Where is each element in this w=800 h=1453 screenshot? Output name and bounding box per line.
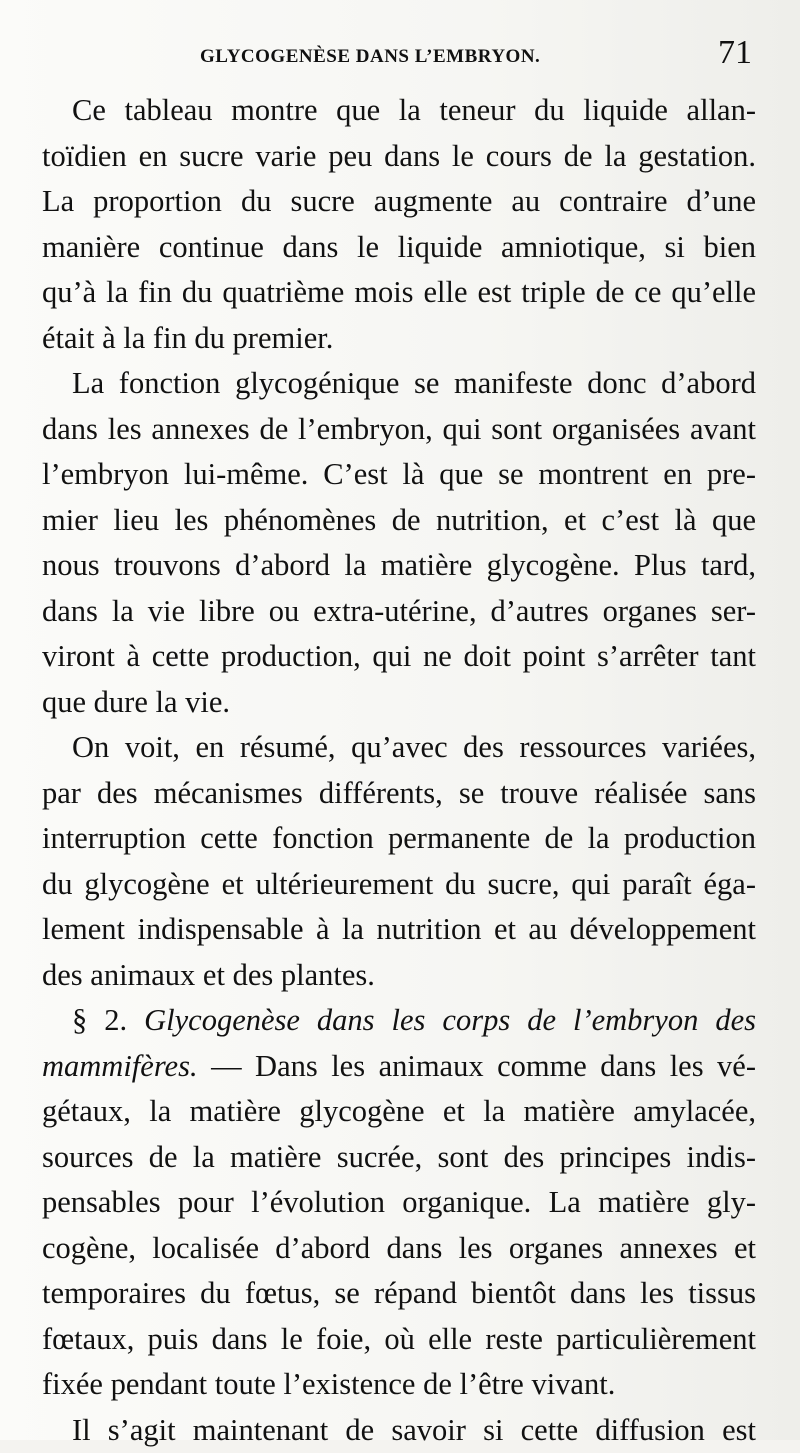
section-heading-line: [42, 998, 756, 1044]
text-line: viront à cette production, qui ne doit point s’arrêter tant: [42, 634, 756, 680]
text-line: gétaux, la matière glycogène et la matière amylacée,: [42, 1089, 756, 1135]
text-line: qu’à la fin du quatrième mois elle est triple de ce qu’elle: [42, 270, 756, 316]
paragraph-1: [42, 88, 756, 361]
text-line: Il s’agit maintenant de savoir si cette diffusion est: [42, 1408, 756, 1453]
section-text: — Dans les animaux comme dans les vé-: [198, 1049, 756, 1083]
text-line: par des mécanismes différents, se trouve réalisée sans: [42, 771, 756, 817]
text-line: La fonction glycogénique se manifeste donc d’abord: [42, 361, 756, 407]
paragraph-3: [42, 725, 756, 998]
text-line: La proportion du sucre augmente au contraire d’une: [42, 179, 756, 225]
text-line: dans la vie libre ou extra-utérine, d’autres organes ser-: [42, 589, 756, 635]
text-line: lement indispensable à la nutrition et au développement: [42, 907, 756, 953]
text-line: des animaux et des plantes.: [42, 953, 756, 999]
paragraph-2: [42, 361, 756, 725]
running-title: GLYCOGENÈSE DANS L’EMBRYON.: [200, 46, 540, 68]
text-line: que dure la vie.: [42, 680, 756, 726]
text-line: temporaires du fœtus, se répand bientôt dans les tissus: [42, 1271, 756, 1317]
text-line: On voit, en résumé, qu’avec des ressources variées,: [42, 725, 756, 771]
text-line: était à la fin du premier.: [42, 316, 756, 362]
text-line: pensables pour l’évolution organique. La matière gly-: [42, 1180, 756, 1226]
text-line: Ce tableau montre que la teneur du liquide allan-: [42, 88, 756, 134]
text-line: mier lieu les phénomènes de nutrition, et c’est là que: [42, 498, 756, 544]
text-line: sources de la matière sucrée, sont des principes indis-: [42, 1135, 756, 1181]
text-line: cogène, localisée d’abord dans les organes annexes et: [42, 1226, 756, 1272]
page-number: 71: [718, 34, 752, 72]
text-line: [42, 1044, 756, 1090]
text-body: [42, 88, 756, 1453]
text-line: interruption cette fonction permanente de la production: [42, 816, 756, 862]
section-title-cont: mammifères.: [42, 1049, 198, 1083]
text-line: fixée pendant toute l’existence de l’être vivant.: [42, 1362, 756, 1408]
section-title: Glycogenèse dans les corps de l’embryon des: [144, 1003, 756, 1037]
text-line: fœtaux, puis dans le foie, où elle reste particulièrement: [42, 1317, 756, 1363]
text-line: toïdien en sucre varie peu dans le cours de la gestation.: [42, 134, 756, 180]
section-paragraph: [42, 998, 756, 1408]
text-line: manière continue dans le liquide amniotique, si bien: [42, 225, 756, 271]
text-line: nous trouvons d’abord la matière glycogène. Plus tard,: [42, 543, 756, 589]
running-head: [42, 32, 758, 82]
text-line: dans les annexes de l’embryon, qui sont organisées avant: [42, 407, 756, 453]
text-line: l’embryon lui-même. C’est là que se montrent en pre-: [42, 452, 756, 498]
section-mark: § 2.: [72, 1003, 127, 1037]
paragraph-5: [42, 1408, 756, 1453]
text-line: du glycogène et ultérieurement du sucre, qui paraît éga-: [42, 862, 756, 908]
